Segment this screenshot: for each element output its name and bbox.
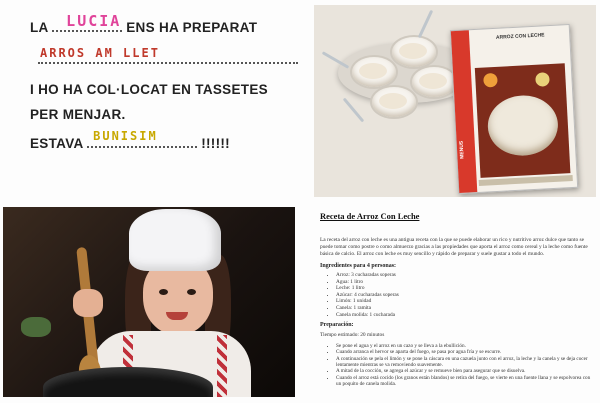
preparation-heading: Preparación: <box>320 322 354 329</box>
recipe-book <box>450 24 578 194</box>
list-item: • Se pone el agua y el arroz en un cazo y se lleva a la ebullición. <box>336 343 596 349</box>
book-side-label: MENUS <box>458 140 466 159</box>
recipe-title: Receta de Arroz Con Leche <box>320 211 420 221</box>
estimated-time: Tiempo estimado: 20 minutos <box>320 332 385 339</box>
list-item: • Arroz: 3 cucharadas soperas <box>336 272 596 279</box>
ingredients-list <box>320 272 596 318</box>
list-item: • Cuando el arroz está cocido (los granos están blandos) se retira del fuego, se vierte en una fuente llana y se espolvorea con un poquito de canela molida. <box>336 375 596 388</box>
worksheet-line-4: PER MENJAR. <box>30 107 126 122</box>
list-item: • Canela: 1 ramita <box>336 305 596 312</box>
worksheet-line-3: I HO HA COL·LOCAT EN TASSETES <box>30 82 268 97</box>
adjective-blank <box>87 129 197 148</box>
chef-hat <box>129 209 221 271</box>
pudding-bowl <box>350 55 398 89</box>
lemon-icon <box>535 72 550 87</box>
line1-suffix: ENS HA PREPARAT <box>126 20 258 35</box>
girl-cooking-photo <box>3 207 295 397</box>
spoon <box>343 98 365 123</box>
ingredients-heading: Ingredientes para 4 personas: <box>320 263 397 269</box>
list-item: • Leche: 1 litro <box>336 285 596 292</box>
book-spine <box>451 30 477 193</box>
orange-icon <box>483 73 498 88</box>
preparation-steps <box>320 343 596 387</box>
handwritten-dish: ARROS AM LLET <box>40 46 160 60</box>
handwritten-adjective: BUNISIM <box>93 129 158 143</box>
eye <box>159 289 168 295</box>
recipe-printout <box>320 211 596 401</box>
worksheet-line-5 <box>30 129 230 151</box>
list-item: • Limón: 1 unidad <box>336 298 596 305</box>
pudding-bowl <box>410 65 458 99</box>
list-item: • Azúcar: 4 cucharadas soperas <box>336 292 596 299</box>
apron-strap <box>217 335 227 397</box>
pudding-bowl <box>390 35 438 69</box>
line5-suffix: !!!!!! <box>201 136 230 151</box>
dish-blank <box>38 62 298 64</box>
line5-prefix: ESTAVA <box>30 136 84 151</box>
name-blank <box>52 12 122 32</box>
hand <box>73 289 103 317</box>
rice-pudding-photo <box>314 5 596 197</box>
book-cover-title: ARROZ CON LECHE <box>495 32 545 41</box>
recipe-intro: La receta del arroz con leche es una antigua receta con la que se puede elaborar un rico y nutritivo arroz dulce que tanto se puede tomar como postre o como almuerzo gracias a las propiedades que aporta el arroz como cereal y la leche como fuente básica de calcio. El arroz con leche es muy sencillo y rápido de preparar y suele gustar a todo el mundo. <box>320 237 588 257</box>
list-item: • Agua: 1 litro <box>336 279 596 286</box>
book-cover-photo <box>475 63 571 178</box>
worksheet-line-1 <box>30 12 258 35</box>
spoon <box>418 10 433 38</box>
eye <box>187 289 196 295</box>
list-item: • A continuación se pela el limón y se pone la cáscara en una cazuela junto con el arroz, la leche y la canela y se deja cocer lentamente mientras se va removiendo suavemente. <box>336 356 596 369</box>
list-item: • A mitad de la cocción, se agrega el azúcar y se remueve bien para asegurar que se disuelva. <box>336 368 596 374</box>
rice-pudding-plate <box>486 94 559 158</box>
list-item: • Cuando arranca el hervor se aparta del fuego, se pasa por agua fría y se escurre. <box>336 349 596 355</box>
list-item: • Canela molida: 1 cucharada <box>336 312 596 319</box>
pudding-bowl <box>370 85 418 119</box>
kitchen-bowl <box>21 317 51 337</box>
handwritten-name: LUCIA <box>66 12 122 30</box>
line1-prefix: LA <box>30 20 49 35</box>
